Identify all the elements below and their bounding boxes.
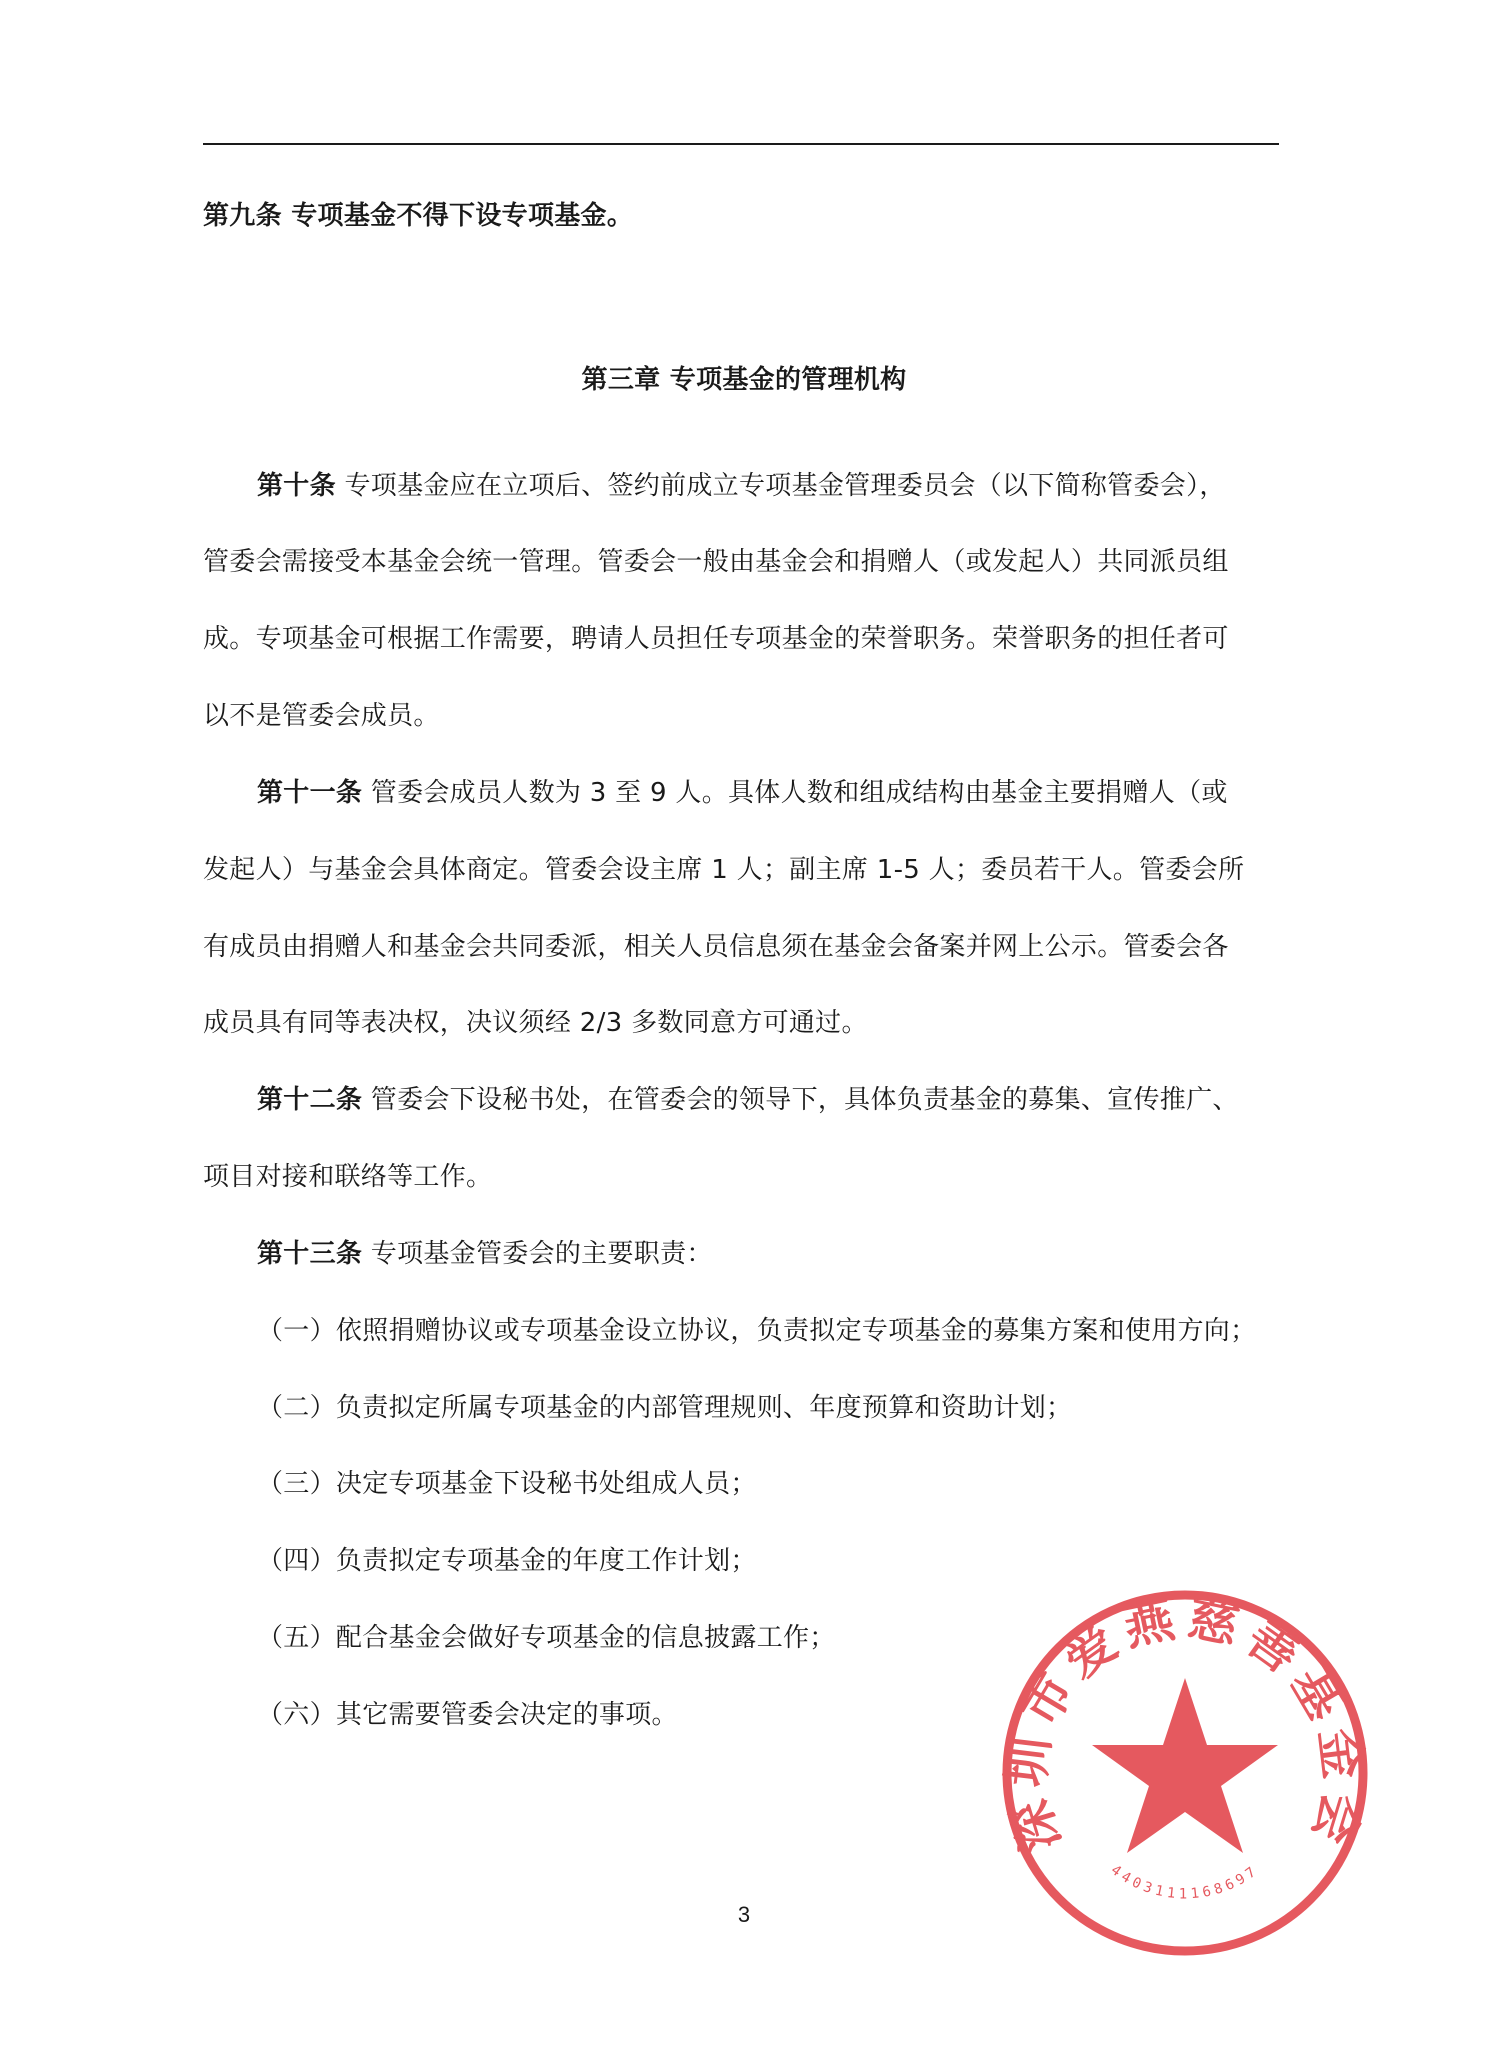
duty-item-3: （三）决定专项基金下设秘书处组成人员；: [257, 1469, 757, 1499]
duty-item-6: （六）其它需要管委会决定的事项。: [257, 1700, 678, 1730]
duty-item-5: （五）配合基金会做好专项基金的信息披露工作；: [257, 1623, 836, 1653]
article-12-line-2: 项目对接和联络等工作。: [203, 1162, 493, 1192]
chapter-3-title: 第三章 专项基金的管理机构: [581, 365, 907, 395]
article-11-line-3: 有成员由捐赠人和基金会共同委派，相关人员信息须在基金会备案并网上公示。管委会各: [203, 932, 1229, 962]
article-10-line-2: 管委会需接受本基金会统一管理。管委会一般由基金会和捐赠人（或发起人）共同派员组: [203, 547, 1229, 577]
article-10-line-1: 第十条 专项基金应在立项后、签约前成立专项基金管理委员会（以下简称管委会），: [257, 471, 1226, 501]
header-rule: [203, 143, 1279, 145]
article-11-line-4: 成员具有同等表决权，决议须经 2/3 多数同意方可通过。: [203, 1008, 868, 1038]
article-11-line-1: 第十一条 管委会成员人数为 3 至 9 人。具体人数和组成结构由基金主要捐赠人（或: [257, 778, 1228, 808]
article-9: 第九条 专项基金不得下设专项基金。: [203, 201, 634, 231]
article-13-intro: 第十三条 专项基金管委会的主要职责：: [257, 1239, 713, 1269]
article-13-label: 第十三条: [257, 1239, 363, 1269]
article-11-line-2: 发起人）与基金会具体商定。管委会设主席 1 人；副主席 1-5 人；委员若干人。管委会所: [203, 855, 1245, 885]
article-10-line-3: 成。专项基金可根据工作需要，聘请人员担任专项基金的荣誉职务。荣誉职务的担任者可: [203, 624, 1229, 654]
article-10-label: 第十条: [257, 471, 336, 501]
svg-text:4403111168697: [1108, 1862, 1262, 1902]
seal-star-icon: [1092, 1678, 1278, 1853]
article-11-label: 第十一条: [257, 778, 363, 808]
article-10-line-4: 以不是管委会成员。: [203, 701, 440, 731]
seal-text: 深圳市爱燕慈善基金会: [996, 1588, 1374, 1859]
duty-item-1: （一）依照捐赠协议或专项基金设立协议，负责拟定专项基金的募集方案和使用方向；: [257, 1316, 1257, 1346]
duty-item-4: （四）负责拟定专项基金的年度工作计划；: [257, 1546, 757, 1576]
duty-item-2: （二）负责拟定所属专项基金的内部管理规则、年度预算和资助计划；: [257, 1393, 1073, 1423]
article-12-label: 第十二条: [257, 1085, 363, 1115]
article-12-line-1: 第十二条 管委会下设秘书处，在管委会的领导下，具体负责基金的募集、宣传推广、: [257, 1085, 1239, 1115]
seal-code: 4403111168697: [1107, 1862, 1263, 1903]
page-number: 3: [737, 1902, 751, 1927]
